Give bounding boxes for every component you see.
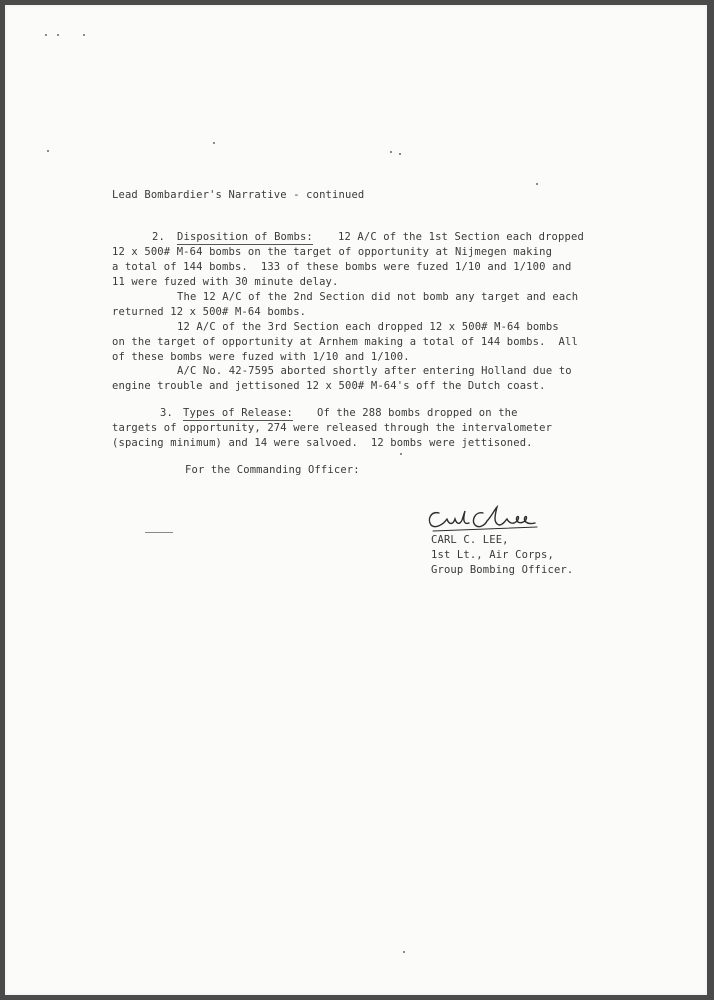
document-page [5, 5, 707, 995]
scan-mark [145, 532, 173, 533]
signatory-name: CARL C. LEE, [431, 534, 509, 546]
section-2-title: Disposition of Bombs: [177, 231, 313, 243]
section-2-line: engine trouble and jettisoned 12 x 500# M-64's off the Dutch coast. [112, 380, 546, 392]
section-3-line: Of the 288 bombs dropped on the [317, 407, 518, 419]
scan-speck [45, 34, 47, 36]
section-3-line: (spacing minimum) and 14 were salvoed. 12 bombs were jettisoned. [112, 437, 533, 449]
section-3-title: Types of Release: [183, 407, 294, 419]
section-2-number: 2. [152, 231, 165, 243]
scan-speck [403, 951, 405, 953]
scan-speck [83, 34, 85, 36]
section-3-line: targets of opportunity, 274 were released through the intervalometer [112, 422, 553, 434]
signatory-title: Group Bombing Officer. [431, 564, 574, 576]
scan-speck [399, 153, 401, 155]
scan-speck [400, 453, 402, 455]
section-2-line: on the target of opportunity at Arnhem making a total of 144 bombs. All [112, 336, 578, 348]
scan-speck [390, 151, 392, 153]
section-2-line: The 12 A/C of the 2nd Section did not bomb any target and each [177, 291, 579, 303]
section-2-line: of these bombs were fuzed with 1/10 and 1/100. [112, 351, 410, 363]
section-2-line: 12 A/C of the 3rd Section each dropped 12 x 500# M-64 bombs [177, 321, 559, 333]
scan-speck [536, 183, 538, 185]
section-2-line: a total of 144 bombs. 133 of these bombs were fuzed 1/10 and 1/100 and [112, 261, 572, 273]
section-2-line: 11 were fuzed with 30 minute delay. [112, 276, 339, 288]
scan-speck [57, 34, 59, 36]
section-2-line: A/C No. 42-7595 aborted shortly after entering Holland due to [177, 365, 572, 377]
closing-line: For the Commanding Officer: [185, 464, 360, 476]
scan-speck [213, 142, 215, 144]
signatory-rank: 1st Lt., Air Corps, [431, 549, 554, 561]
section-2-line: 12 x 500# M-64 bombs on the target of opportunity at Nijmegen making [112, 246, 553, 258]
section-2-line: returned 12 x 500# M-64 bombs. [112, 306, 307, 318]
page-heading: Lead Bombardier's Narrative - continued [112, 189, 365, 201]
section-3-number: 3. [160, 407, 173, 419]
scan-speck [47, 150, 49, 152]
section-2-line: 12 A/C of the 1st Section each dropped [338, 231, 584, 243]
